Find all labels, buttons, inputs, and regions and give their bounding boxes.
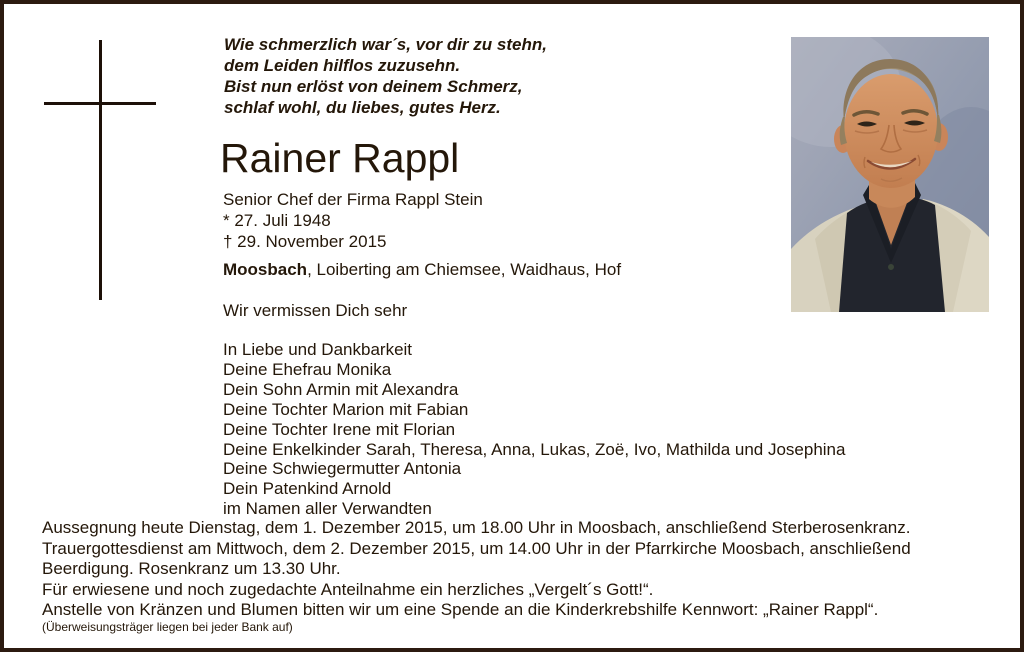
poem-line: Wie schmerzlich war´s, vor dir zu stehn, [224, 35, 547, 54]
poem-line: schlaf wohl, du liebes, gutes Herz. [224, 98, 501, 117]
deceased-title: Senior Chef der Firma Rappl Stein [223, 190, 483, 209]
portrait-illustration [791, 37, 989, 312]
death-date: † 29. November 2015 [223, 232, 387, 251]
mourner-line: im Namen aller Verwandten [223, 499, 432, 519]
place-primary: Moosbach [223, 260, 308, 279]
funeral-information [42, 518, 911, 621]
mourner-line: Deine Tochter Irene mit Florian [223, 419, 456, 439]
memorial-poem [224, 34, 547, 118]
mourner-line: Deine Schwiegermutter Antonia [223, 459, 462, 479]
mourner-line: Dein Sohn Armin mit Alexandra [223, 379, 459, 399]
poem-line: dem Leiden hilflos zuzusehn. [224, 56, 461, 75]
birth-date: * 27. Juli 1948 [223, 211, 331, 230]
mourner-line: Dein Patenkind Arnold [223, 479, 392, 499]
funeral-line: Beerdigung. Rosenkranz um 13.30 Uhr. [42, 559, 341, 578]
mourner-line: Deine Ehefrau Monika [223, 359, 392, 379]
mourner-line: Deine Enkelkinder Sarah, Theresa, Anna, Lukas, Zoë, Ivo, Mathilda und Josephina [223, 439, 846, 459]
cross-icon [99, 40, 102, 300]
poem-line: Bist nun erlöst von deinem Schmerz, [224, 77, 523, 96]
mourners-list [223, 340, 845, 519]
deceased-portrait-photo [791, 37, 989, 312]
places-line [223, 260, 621, 280]
funeral-line: Aussegnung heute Dienstag, dem 1. Dezember 2015, um 18.00 Uhr in Moosbach, anschließend Sterberosenkranz. [42, 518, 911, 537]
funeral-line: Für erwiesene und noch zugedachte Anteilnahme ein herzliches „Vergelt´s Gott!“. [42, 579, 654, 599]
missing-line: Wir vermissen Dich sehr [223, 301, 408, 320]
funeral-line: Anstelle von Kränzen und Blumen bitten wir um eine Spende an die Kinderkrebshilfe Kennwort: „Rainer Rappl“. [42, 600, 879, 619]
places-secondary: , Loiberting am Chiemsee, Waidhaus, Hof [307, 260, 622, 279]
deceased-name: Rainer Rappl [220, 135, 460, 181]
bank-note: (Überweisungsträger liegen bei jeder Bank auf) [42, 620, 293, 634]
funeral-line: Trauergottesdienst am Mittwoch, dem 2. Dezember 2015, um 14.00 Uhr in der Pfarrkirche Moosbach, anschließend [42, 538, 911, 558]
mourners-intro: In Liebe und Dankbarkeit [223, 340, 413, 359]
mourner-line: Deine Tochter Marion mit Fabian [223, 399, 469, 419]
cross-icon-bar [44, 102, 156, 105]
deceased-details [223, 189, 483, 252]
